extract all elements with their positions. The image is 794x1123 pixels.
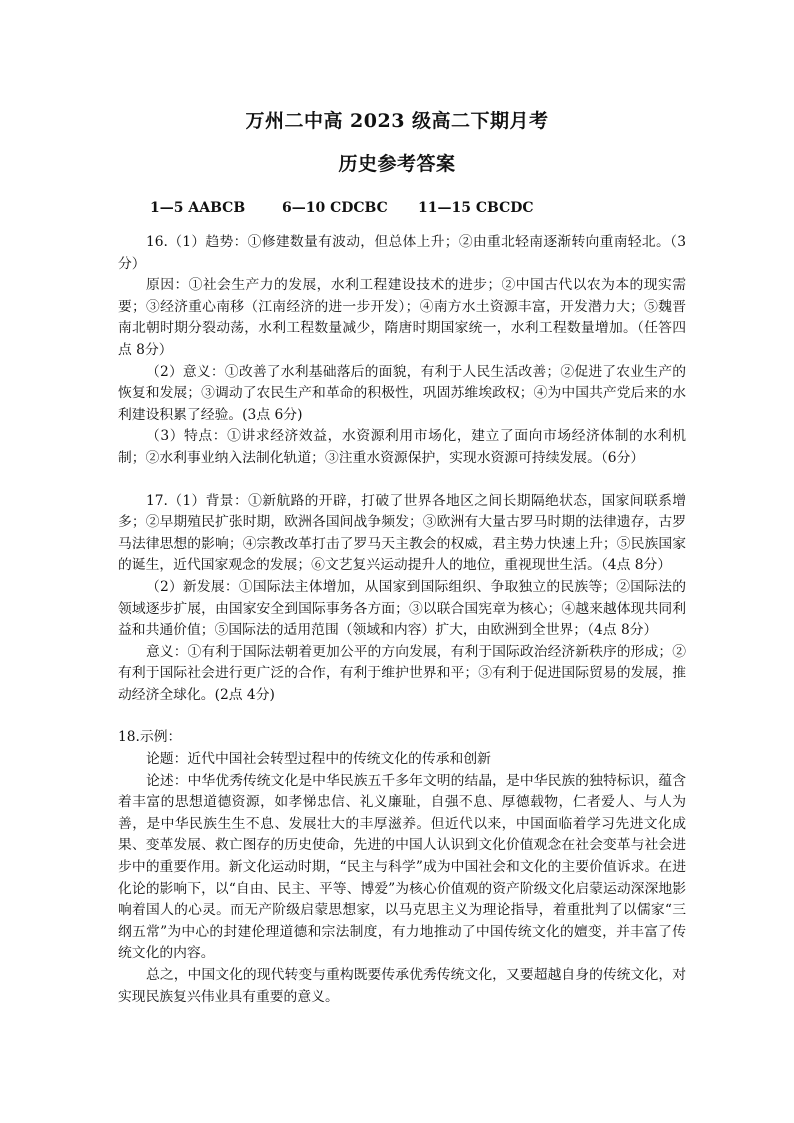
q18-argument: 论述：中华优秀传统文化是中华民族五千多年文明的结晶，是中华民族的独特标识，蕴含着丰富的思想道德资源，如孝悌忠信、礼义廉耻，自强不息、厚德载物，仁者爱人、与人为善，是中华民族生生不息、发展壮大的丰厚滋养。但近代以来，中国面临着学习先进文化成果、变革发展、救亡图存的历史使命，先进的中国人认识到文化价值观念在社会变革与社会进步中的重要作用。新文化运动时期，“民主与科学”成为中国社会和文化的主要价值诉求。在进化论的影响下，以“自由、民主、平等、博爱”为核心价值观的资产阶级文化启蒙运动深深地影响着国人的心灵。而无产阶级启蒙思想家，以马克思主义为理论指导，着重批判了以儒家“三纲五常”为中心的封建伦理道德和宗法制度，有力地推动了中国传统文化的嬗变，并丰富了传统文化的内容。 xyxy=(118,772,686,962)
q17-part1-background: 17.（1）背景：①新航路的开辟，打破了世界各地区之间长期隔绝状态，国家间联系增多；②早期殖民扩张时期，欧洲各国间战争频发；③欧洲有大量古罗马时期的法律遗存，古罗马法律思想的影响；④宗教改革打击了罗马天主教会的权威，君主势力快速上升；⑤民族国家的诞生，近代国家观念的发展；⑥文艺复兴运动提升人的地位，重视现世生活。（4点 8分） xyxy=(118,492,686,574)
q18-conclusion: 总之，中国文化的现代转变与重构既要传承优秀传统文化，又要超越自身的传统文化，对实现民族复兴伟业具有重要的意义。 xyxy=(118,967,686,1005)
page-title: 万州二中高 2023 级高二下期月考 xyxy=(245,110,549,132)
question-16 xyxy=(118,232,686,470)
q17-part2-developments: （2）新发展：①国际法主体增加，从国家到国际组织、争取独立的民族等；②国际法的领域逐步扩展，由国家安全到国际事务各方面；③以联合国宪章为核心；④越来越体现共同利益和共通价值；⑤国际法的适用范围（领域和内容）扩大，由欧洲到全世界；（4点 8分） xyxy=(118,578,686,639)
answers-1-5: 1—5 AABCB xyxy=(150,200,246,216)
q17-part2-significance: 意义：①有利于国际法朝着更加公平的方向发展，有利于国际政治经济新秩序的形成；②有利于国际社会进行更广泛的合作，有利于维护世界和平；③有利于促进国际贸易的发展，推动经济全球化。(2点 4分) xyxy=(118,643,686,703)
answer-body xyxy=(118,232,686,1008)
q16-part1-trend: 16.（1）趋势：①修建数量有波动，但总体上升；②由重北轻南逐渐转向重南轻北。（3分） xyxy=(118,234,686,272)
page-subtitle: 历史参考答案 xyxy=(338,153,456,175)
q18-heading: 18.示例： xyxy=(118,729,182,746)
section-gap xyxy=(118,706,686,727)
question-18 xyxy=(118,727,686,1008)
answers-11-15: 11—15 CBCDC xyxy=(418,200,534,216)
answers-6-10: 6—10 CDCBC xyxy=(282,200,388,216)
q16-part2-significance: （2）意义：①改善了水利基础落后的面貌，有利于人民生活改善；②促进了农业生产的恢复和发展；③调动了农民生产和革命的积极性，巩固苏维埃政权；④为中国共产党后来的水利建设积累了经验。(3点 6分) xyxy=(118,363,686,423)
section-gap xyxy=(118,470,686,491)
q18-thesis: 论题：近代中国社会转型过程中的传统文化的传承和创新 xyxy=(146,751,491,768)
q16-part3-features: （3）特点：①讲求经济效益，水资源利用市场化，建立了面向市场经济体制的水利机制；②水利事业纳入法制化轨道；③注重水资源保护，实现水资源可持续发展。（6分） xyxy=(118,428,686,466)
multiple-choice-answers xyxy=(150,200,670,224)
q16-part1-reasons: 原因：①社会生产力的发展，水利工程建设技术的进步；②中国古代以农为本的现实需要；③经济重心南移（江南经济的进一步开发）；④南方水土资源丰富，开发潜力大；⑤魏晋南北朝时期分裂动荡，水利工程数量减少，隋唐时期国家统一，水利工程数量增加。（任答四点 8分） xyxy=(118,277,686,358)
question-17 xyxy=(118,491,686,707)
